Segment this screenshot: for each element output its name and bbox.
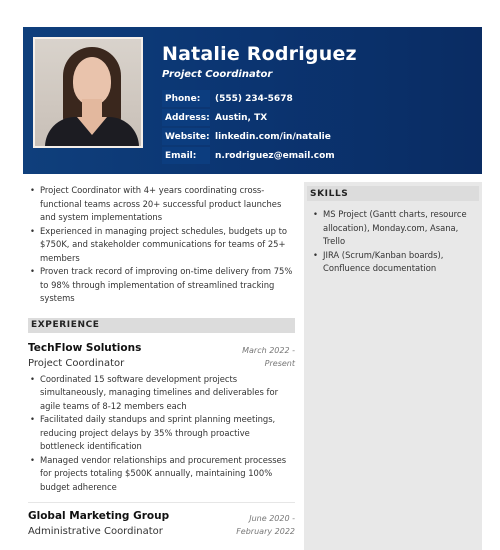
contact-row-phone bbox=[162, 89, 462, 108]
skill-item: • MS Project (Gantt charts, resource allocation), Monday.com, Asana, Trello bbox=[311, 208, 479, 249]
job-bullets bbox=[28, 373, 295, 495]
main-column bbox=[28, 182, 295, 537]
contact-label: Address: bbox=[162, 109, 210, 126]
summary-item: • Project Coordinator with 4+ years coordinating cross-functional teams across 20+ successful product launches and system implementations bbox=[28, 184, 295, 225]
contact-label: Website: bbox=[162, 128, 210, 145]
candidate-title: Project Coordinator bbox=[162, 69, 273, 80]
company-name: Global Marketing Group bbox=[28, 510, 170, 522]
date-start: March 2022 - bbox=[242, 345, 295, 355]
job-role: Administrative Coordinator bbox=[28, 526, 163, 537]
job-entry bbox=[28, 510, 295, 537]
contact-row-website bbox=[162, 127, 462, 146]
summary-item: • Proven track record of improving on-time delivery from 75% to 98% through implementation of streamlined tracking systems bbox=[28, 265, 295, 306]
summary-list bbox=[28, 184, 295, 306]
skills-heading: SKILLS bbox=[307, 186, 479, 201]
phone-value: (555) 234-5678 bbox=[215, 93, 293, 104]
job-bullet: • Facilitated daily standups and sprint planning meetings, reducing project delays by 35% through proactive bottleneck identification bbox=[28, 413, 295, 454]
date-start: June 2020 - bbox=[249, 514, 295, 523]
contact-row-email bbox=[162, 146, 462, 165]
contact-label: Phone: bbox=[162, 90, 210, 107]
skills-list bbox=[307, 208, 479, 276]
date-end: Present bbox=[264, 358, 295, 368]
skill-item: • JIRA (Scrum/Kanban boards), Confluence documentation bbox=[311, 249, 479, 276]
candidate-name: Natalie Rodriguez bbox=[162, 43, 357, 65]
job-entry bbox=[28, 342, 295, 495]
summary-item: • Experienced in managing project schedules, budgets up to $750K, and stakeholder communications for teams of 25+ members bbox=[28, 225, 295, 266]
profile-photo bbox=[33, 37, 143, 148]
contact-table bbox=[162, 89, 462, 165]
sidebar bbox=[304, 182, 482, 550]
website-link[interactable]: linkedin.com/in/natalie bbox=[215, 131, 331, 142]
job-dates bbox=[235, 512, 295, 538]
email-link[interactable]: n.rodriguez@email.com bbox=[215, 150, 335, 161]
company-name: TechFlow Solutions bbox=[28, 341, 142, 354]
job-bullet: • Managed vendor relationships and procurement processes for projects totaling $500K annually, maintaining 100% budget adherence bbox=[28, 454, 295, 495]
contact-label: Email: bbox=[162, 147, 210, 164]
experience-heading: EXPERIENCE bbox=[28, 318, 295, 333]
job-bullet: • Coordinated 15 software development projects simultaneously, managing timelines and deliverables for agile teams of 8-12 members each bbox=[28, 373, 295, 414]
address-value: Austin, TX bbox=[215, 112, 268, 123]
resume-header bbox=[23, 27, 482, 174]
date-end: February 2022 bbox=[236, 527, 295, 536]
job-dates bbox=[235, 344, 295, 370]
job-role: Project Coordinator bbox=[28, 357, 125, 369]
contact-row-address bbox=[162, 108, 462, 127]
job-divider bbox=[28, 502, 295, 503]
